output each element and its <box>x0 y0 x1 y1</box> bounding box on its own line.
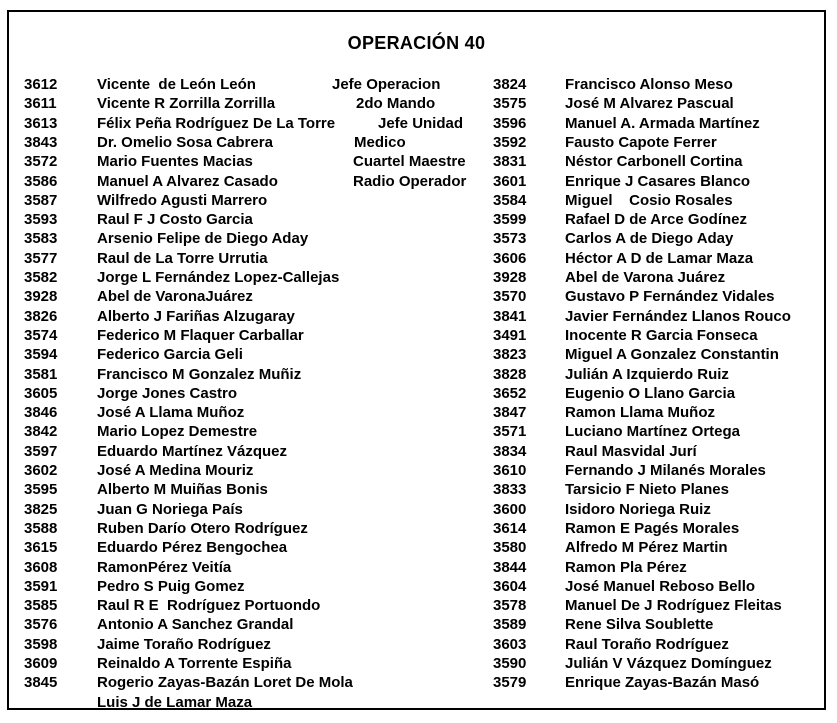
roster-row <box>9 326 824 345</box>
member-name: Reinaldo A Torrente Espiña <box>97 655 292 672</box>
roster-row <box>9 673 824 692</box>
member-name: Fausto Capote Ferrer <box>565 133 717 151</box>
roster-row <box>9 558 824 577</box>
member-name: Eugenio O Llano Garcia <box>565 384 736 402</box>
roster-row <box>9 500 824 519</box>
member-name: Jorge Jones Castro <box>97 384 238 402</box>
member-name: Manuel De J Rodríguez Fleitas <box>565 597 782 615</box>
member-role: Cuartel Maestre <box>353 153 466 171</box>
member-name: Eduardo Martínez Vázquez <box>97 442 288 460</box>
roster-document <box>7 10 826 710</box>
roster-row <box>9 403 824 422</box>
member-name: Jorge L Fernández Lopez-Callejas <box>97 269 340 286</box>
member-number: 3586 <box>24 172 58 190</box>
roster-row <box>9 191 824 210</box>
member-number: 3600 <box>493 500 527 518</box>
roster-row <box>9 94 824 113</box>
member-name: Dr. Omelio Sosa Cabrera <box>97 133 273 151</box>
member-name: Arsenio Felipe de Diego Aday <box>97 230 309 248</box>
member-role: Radio Operador <box>353 172 467 190</box>
member-name: Raul Masvidal Jurí <box>565 442 697 460</box>
member-name: Francisco M Gonzalez Muñiz <box>97 365 302 383</box>
member-name: Francisco Alonso Meso <box>565 76 733 93</box>
member-number: 3652 <box>493 384 527 402</box>
member-name: Jaime Toraño Rodríguez <box>97 635 271 653</box>
member-number: 3834 <box>493 442 527 460</box>
member-name: Rogerio Zayas-Bazán Loret De Mola <box>97 674 353 692</box>
member-name: Julián V Vázquez Domínguez <box>565 655 772 672</box>
member-number: 3841 <box>493 307 527 325</box>
member-name: Raul R E Rodríguez Portuondo <box>97 597 321 615</box>
member-name: Mario Lopez Demestre <box>97 423 258 441</box>
roster-row <box>9 384 824 403</box>
member-name: Alfredo M Pérez Martin <box>565 539 728 557</box>
member-number: 3591 <box>24 577 58 595</box>
member-name: Federico Garcia Geli <box>97 346 243 364</box>
member-number: 3824 <box>493 76 527 93</box>
member-name: José M Alvarez Pascual <box>565 95 734 113</box>
member-name: Julián A Izquierdo Ruiz <box>565 365 729 383</box>
member-number: 3612 <box>24 76 58 93</box>
roster-row <box>9 152 824 171</box>
member-name: Miguel Cosio Rosales <box>565 191 733 209</box>
member-number: 3613 <box>24 114 58 132</box>
roster-row <box>9 538 824 557</box>
member-number: 3581 <box>24 365 58 383</box>
member-number: 3599 <box>493 211 527 229</box>
member-number: 3576 <box>24 616 58 634</box>
member-number: 3825 <box>24 500 58 518</box>
member-number: 3595 <box>24 481 58 499</box>
member-number: 3582 <box>24 269 58 286</box>
member-name: Wilfredo Agusti Marrero <box>97 191 268 209</box>
member-number: 3847 <box>493 404 527 422</box>
member-number: 3601 <box>493 172 527 190</box>
member-name: Raul F J Costo Garcia <box>97 211 253 229</box>
member-number: 3583 <box>24 230 58 248</box>
member-number: 3572 <box>24 153 58 171</box>
roster-row <box>9 365 824 384</box>
roster-row <box>9 114 824 133</box>
member-name: Juan G Noriega País <box>97 500 243 518</box>
member-name: Luciano Martínez Ortega <box>565 423 741 441</box>
member-number: 3615 <box>24 539 58 557</box>
document-title: OPERACIÓN 40 <box>347 33 486 53</box>
member-name: Tarsicio F Nieto Planes <box>565 481 729 499</box>
member-name: Luis J de Lamar Maza <box>97 693 253 711</box>
member-number: 3577 <box>24 249 58 267</box>
member-number: 3602 <box>24 462 58 479</box>
member-name: Carlos A de Diego Aday <box>565 230 734 248</box>
roster-row <box>9 345 824 364</box>
member-name: Gustavo P Fernández Vidales <box>565 288 775 306</box>
member-number: 3610 <box>493 462 527 479</box>
roster-row <box>9 519 824 538</box>
member-name: Ramon Pla Pérez <box>565 558 687 576</box>
roster-row <box>9 133 824 152</box>
member-name: Antonio A Sanchez Grandal <box>97 616 294 634</box>
roster-row <box>9 307 824 326</box>
member-number: 3833 <box>493 481 527 499</box>
roster-row <box>9 596 824 615</box>
member-name: Vicente de León León <box>97 76 256 93</box>
member-name: Alberto J Fariñas Alzugaray <box>97 307 295 325</box>
member-number: 3928 <box>24 288 58 306</box>
member-number: 3843 <box>24 133 58 151</box>
member-name: José Manuel Reboso Bello <box>565 577 756 595</box>
member-name: Isidoro Noriega Ruiz <box>565 500 711 518</box>
member-name: Néstor Carbonell Cortina <box>565 153 743 171</box>
roster-row <box>9 654 824 673</box>
member-number: 3831 <box>493 153 527 171</box>
member-name: Fernando J Milanés Morales <box>565 462 766 479</box>
member-number: 3587 <box>24 191 58 209</box>
roster-row <box>9 635 824 654</box>
member-name: Abel de Varona Juárez <box>565 269 726 286</box>
member-name: Ruben Darío Otero Rodríguez <box>97 519 308 537</box>
member-number: 3597 <box>24 442 58 460</box>
member-name: Inocente R Garcia Fonseca <box>565 326 758 344</box>
member-name: Vicente R Zorrilla Zorrilla <box>97 95 276 113</box>
member-name: Abel de VaronaJuárez <box>97 288 253 306</box>
member-number: 3611 <box>24 95 57 113</box>
member-name: Mario Fuentes Macias <box>97 153 253 171</box>
member-number: 3604 <box>493 577 527 595</box>
member-number: 3844 <box>493 558 527 576</box>
member-name: Ramon E Pagés Morales <box>565 519 740 537</box>
member-number: 3596 <box>493 114 527 132</box>
member-number: 3570 <box>493 288 527 306</box>
member-name: José A Llama Muñoz <box>97 404 245 422</box>
member-number: 3573 <box>493 230 527 248</box>
member-name: Ramon Llama Muñoz <box>565 404 716 422</box>
member-number: 3574 <box>24 326 58 344</box>
member-number: 3584 <box>493 191 527 209</box>
roster-row <box>9 75 824 94</box>
roster-row <box>9 693 824 712</box>
member-name: Héctor A D de Lamar Maza <box>565 249 754 267</box>
member-name: Federico M Flaquer Carballar <box>97 326 304 344</box>
member-number: 3593 <box>24 211 58 229</box>
member-name: Enrique Zayas-Bazán Masó <box>565 674 760 692</box>
member-number: 3575 <box>493 95 527 113</box>
member-name: Raul Toraño Rodríguez <box>565 635 729 653</box>
member-name: Pedro S Puig Gomez <box>97 577 245 595</box>
member-number: 3608 <box>24 558 58 576</box>
member-number: 3594 <box>24 346 58 364</box>
member-number: 3826 <box>24 307 58 325</box>
member-role: 2do Mando <box>356 95 436 113</box>
member-number: 3842 <box>24 423 58 441</box>
roster-row <box>9 229 824 248</box>
member-number: 3589 <box>493 616 527 634</box>
member-name: RamonPérez Veitía <box>97 558 232 576</box>
roster-row <box>9 249 824 268</box>
member-name: Raul de La Torre Urrutia <box>97 249 268 267</box>
roster-row <box>9 268 824 287</box>
member-name: Alberto M Muiñas Bonis <box>97 481 268 499</box>
member-number: 3614 <box>493 519 527 537</box>
member-number: 3585 <box>24 597 58 615</box>
member-name: Miguel A Gonzalez Constantin <box>565 346 779 364</box>
member-name: Rafael D de Arce Godínez <box>565 211 747 229</box>
roster-row <box>9 461 824 480</box>
roster-row <box>9 577 824 596</box>
roster-row <box>9 442 824 461</box>
member-number: 3845 <box>24 674 58 692</box>
member-number: 3823 <box>493 346 527 364</box>
member-number: 3579 <box>493 674 527 692</box>
member-number: 3828 <box>493 365 527 383</box>
roster-row <box>9 615 824 634</box>
roster-row <box>9 480 824 499</box>
member-name: Enrique J Casares Blanco <box>565 172 751 190</box>
member-number: 3580 <box>493 539 527 557</box>
member-role: Jefe Operacion <box>332 76 441 93</box>
member-number: 3571 <box>493 423 527 441</box>
roster-row <box>9 210 824 229</box>
member-number: 3846 <box>24 404 58 422</box>
member-number: 3491 <box>493 326 527 344</box>
roster-row <box>9 422 824 441</box>
member-number: 3605 <box>24 384 58 402</box>
member-number: 3928 <box>493 269 527 286</box>
member-name: Eduardo Pérez Bengochea <box>97 539 288 557</box>
member-name: Félix Peña Rodríguez De La Torre <box>97 114 336 132</box>
member-number: 3609 <box>24 655 58 672</box>
member-number: 3578 <box>493 597 527 615</box>
member-number: 3598 <box>24 635 58 653</box>
member-number: 3592 <box>493 133 527 151</box>
member-number: 3588 <box>24 519 58 537</box>
member-name: José A Medina Mouriz <box>97 462 254 479</box>
member-role: Jefe Unidad <box>378 114 464 132</box>
roster-row <box>9 287 824 306</box>
member-name: Manuel A Alvarez Casado <box>97 172 278 190</box>
member-name: Manuel A. Armada Martínez <box>565 114 760 132</box>
member-number: 3590 <box>493 655 527 672</box>
member-number: 3603 <box>493 635 527 653</box>
member-role: Medico <box>354 133 406 151</box>
member-name: Rene Silva Soublette <box>565 616 714 634</box>
roster-row <box>9 172 824 191</box>
member-name: Javier Fernández Llanos Rouco <box>565 307 791 325</box>
member-number: 3606 <box>493 249 527 267</box>
